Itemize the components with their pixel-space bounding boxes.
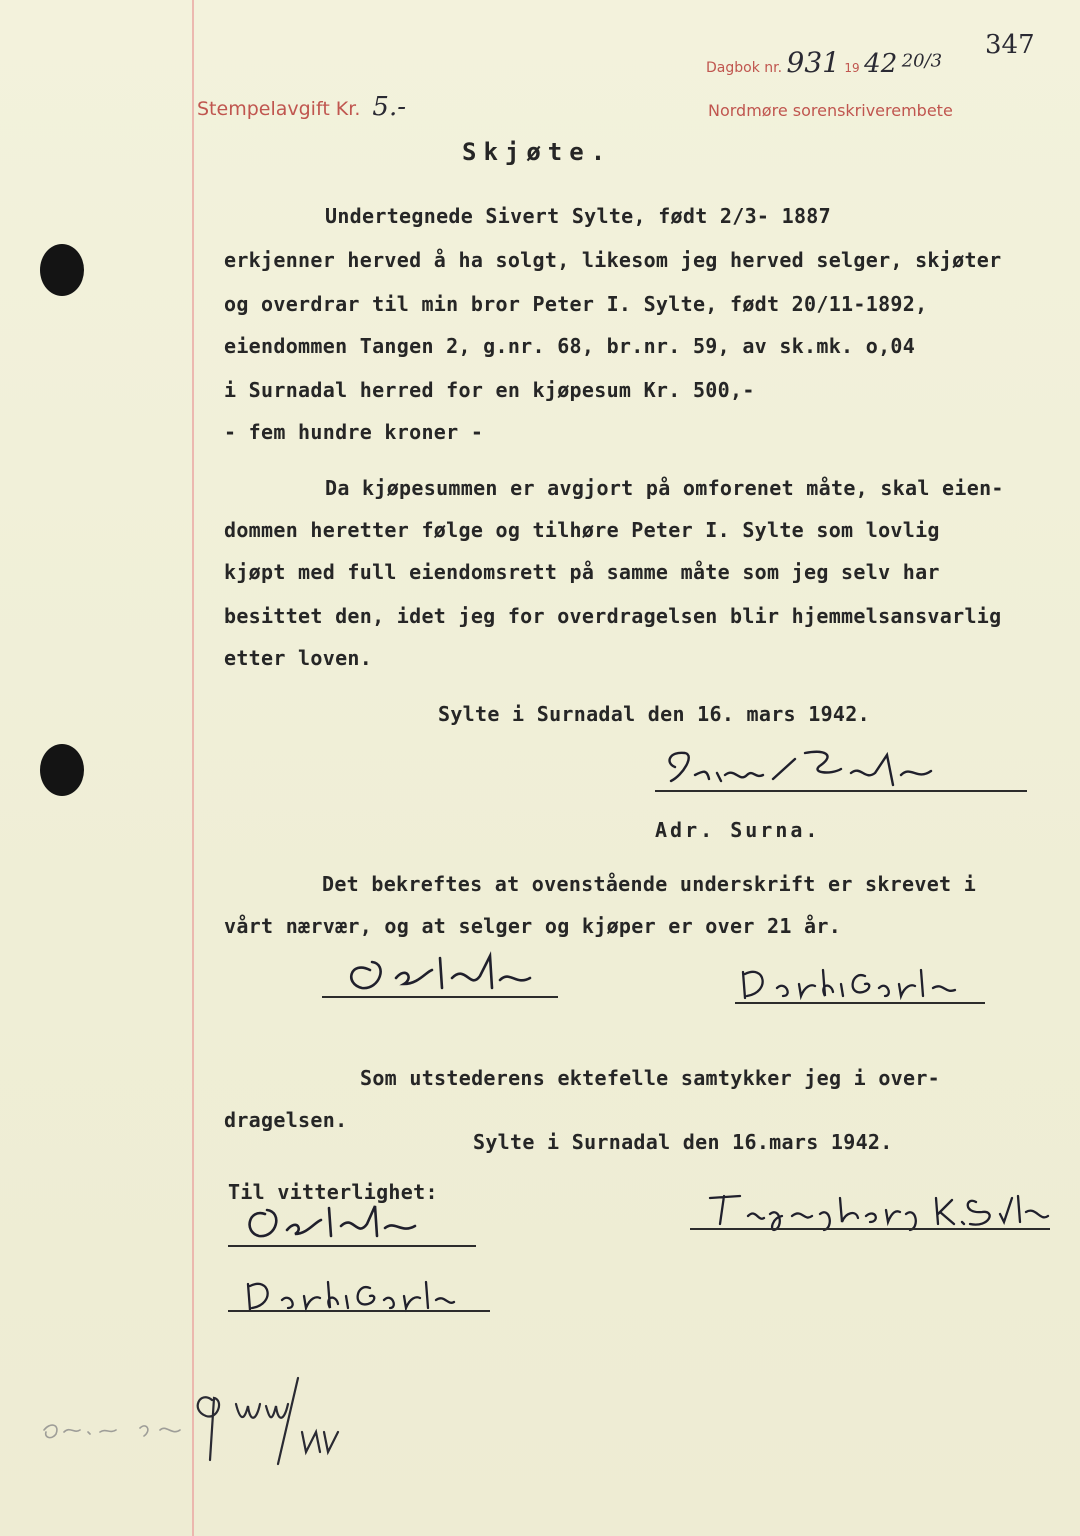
margin-note [40, 1360, 340, 1470]
para1-line2: erkjenner herved å ha solgt, likesom jeg herved selger, skjøter [224, 248, 1002, 272]
para3-line2: vårt nærvær, og at selger og kjøper er over 21 år. [224, 914, 842, 938]
witness3-signature [235, 1200, 435, 1244]
para1-line5: i Surnadal herred for en kjøpesum Kr. 500,- [224, 378, 755, 402]
stamp-fee [197, 92, 406, 122]
dagbok-year: 42 [864, 49, 898, 79]
witness1-signature [330, 950, 560, 1000]
para1-line3: og overdrar til min bror Peter I. Sylte, født 20/11-1892, [224, 292, 928, 316]
para1-line1: Undertegnede Sivert Sylte, født 2/3- 1887 [325, 204, 831, 228]
witness3-signature-text: O.Eide [235, 1240, 239, 1241]
witness-label: Til vitterlighet: [228, 1180, 438, 1204]
office-stamp: Nordmøre sorenskriverembete [708, 101, 953, 120]
document-title: Skjøte. [462, 138, 613, 166]
punch-hole-top [40, 244, 84, 296]
stamp-fee-label: Stempelavgift Kr. [197, 98, 361, 120]
seller-signature-text: Sivert I. Sylte [655, 785, 665, 786]
seller-signature-line [655, 790, 1027, 792]
dagbok-label: Dagbok nr. [706, 60, 783, 76]
para1-line4: eiendommen Tangen 2, g.nr. 68, br.nr. 59, av sk.mk. o,04 [224, 334, 916, 358]
para4-line2: dragelsen. [224, 1108, 348, 1132]
para2-line1: Da kjøpesummen er avgjort på omforenet måte, skal eien- [325, 476, 1004, 500]
spouse-line [690, 1228, 1050, 1230]
dagbok-year-prefix: 19 [844, 61, 860, 75]
para4-line1: Som utstederens ektefelle samtykker jeg i over- [360, 1066, 941, 1090]
place-date-2: Sylte i Surnadal den 16.mars 1942. [473, 1130, 893, 1154]
para1-line6: - fem hundre kroner - [224, 420, 484, 444]
stamp-fee-value: 5.- [372, 92, 407, 122]
place-date-1: Sylte i Surnadal den 16. mars 1942. [438, 702, 870, 726]
punch-hole-bottom [40, 744, 84, 796]
para2-line4: besittet den, idet jeg for overdragelsen blir hjemmelsansvarlig [224, 604, 1002, 628]
dagbok-number: 931 [786, 46, 840, 79]
para3-line1: Det bekreftes at ovenstående underskrift er skrevet i [322, 872, 977, 896]
dagbok-stamp [706, 46, 942, 79]
witness1-line [322, 996, 558, 998]
para2-line5: etter loven. [224, 646, 373, 670]
witness4-signature-text: Dordi Garte [240, 1314, 247, 1315]
seller-signature [655, 745, 965, 795]
witness4-line [228, 1310, 490, 1312]
margin-note-text: Dordi .. Gj WW/NN [40, 1460, 51, 1461]
witness1-signature-text: O.Eide [330, 990, 334, 991]
para2-line2: dommen heretter følge og tilhøre Peter I. Sylte som lovlig [224, 518, 940, 542]
margin-rule [192, 0, 194, 1536]
witness2-line [735, 1002, 985, 1004]
dagbok-date: 20/3 [901, 50, 943, 72]
para2-line3: kjøpt med full eiendomsrett på samme måte som jeg selv har [224, 560, 940, 584]
page-number: 347 [985, 30, 1035, 60]
address-line: Adr. Surna. [655, 818, 821, 842]
witness3-line [228, 1245, 476, 1247]
